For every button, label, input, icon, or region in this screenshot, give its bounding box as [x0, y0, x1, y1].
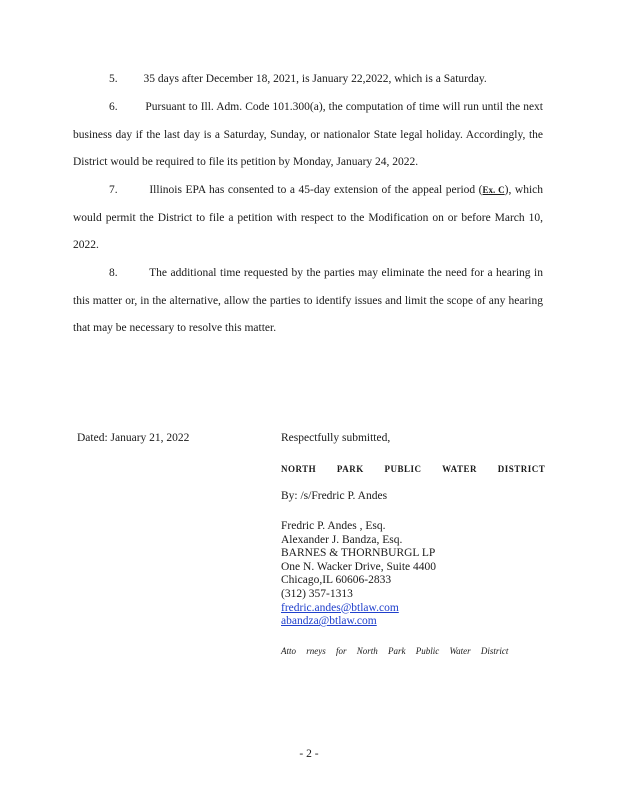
firm-phone: (312) 357-1313 [281, 587, 353, 600]
attorney-1: Fredric P. Andes , Esq. [281, 520, 386, 532]
dated-line: Dated: January 21, 2022 [77, 432, 190, 444]
paragraph-5 [73, 66, 543, 94]
exhibit-reference: Ex. C [482, 185, 505, 195]
paragraph-5-text: 5. 35 days after December 18, 2021, is January 22,2022, which is a Saturday. [109, 73, 487, 85]
paragraph-6 [73, 94, 543, 177]
email-link-2[interactable]: abandza@btlaw.com [281, 615, 377, 628]
paragraph-7-text-start: 7. Illinois EPA has consented to a 45-day extension of the appeal period ( [109, 184, 483, 196]
firm-name: BARNES & THORNBURGL LP [281, 547, 436, 560]
firm-block [281, 520, 436, 629]
paragraph-7-text-end: ), which would permit the District to file a petition with respect to the Modification on or before March 10, 2022. [73, 184, 543, 251]
wherefore-clause [73, 343, 543, 371]
email-link-1[interactable]: fredric.andes@btlaw.com [281, 601, 399, 614]
attorney-2: Alexander J. Bandza, Esq. [281, 533, 403, 546]
firm-address: One N. Wacker Drive, Suite 4400 [281, 560, 437, 573]
paragraph-6-text: 6. Pursuant to Ill. Adm. Code 101.300(a), the computation of time will run until the next business day if the last day is a Saturday, Sunday, or nationalor State legal holiday. Accordingly, the District would be required to file its petition by Monday, January 24, 2022. [73, 101, 543, 168]
paragraph-7 [73, 177, 543, 260]
closing-line: Respectfully submitted, [281, 432, 391, 444]
firm-city: Chicago,IL 60606-2833 [281, 574, 392, 587]
paragraph-8-text: 8. The additional time requested by the parties may eliminate the need for a hearing in this matter or, in the alternative, allow the parties to identify issues and limit the scope of any hearing that may be necessary to resolve this matter. [73, 267, 543, 334]
by-line: By: /s/Fredric P. Andes [281, 490, 388, 502]
attorneys-for-line: Atto rneys for North Park Public Water District [281, 646, 509, 656]
page-number: - 2 - [299, 748, 319, 760]
party-name: NORTH PARK PUBLIC WATER DISTRICT [281, 464, 546, 474]
paragraph-8 [73, 260, 543, 343]
